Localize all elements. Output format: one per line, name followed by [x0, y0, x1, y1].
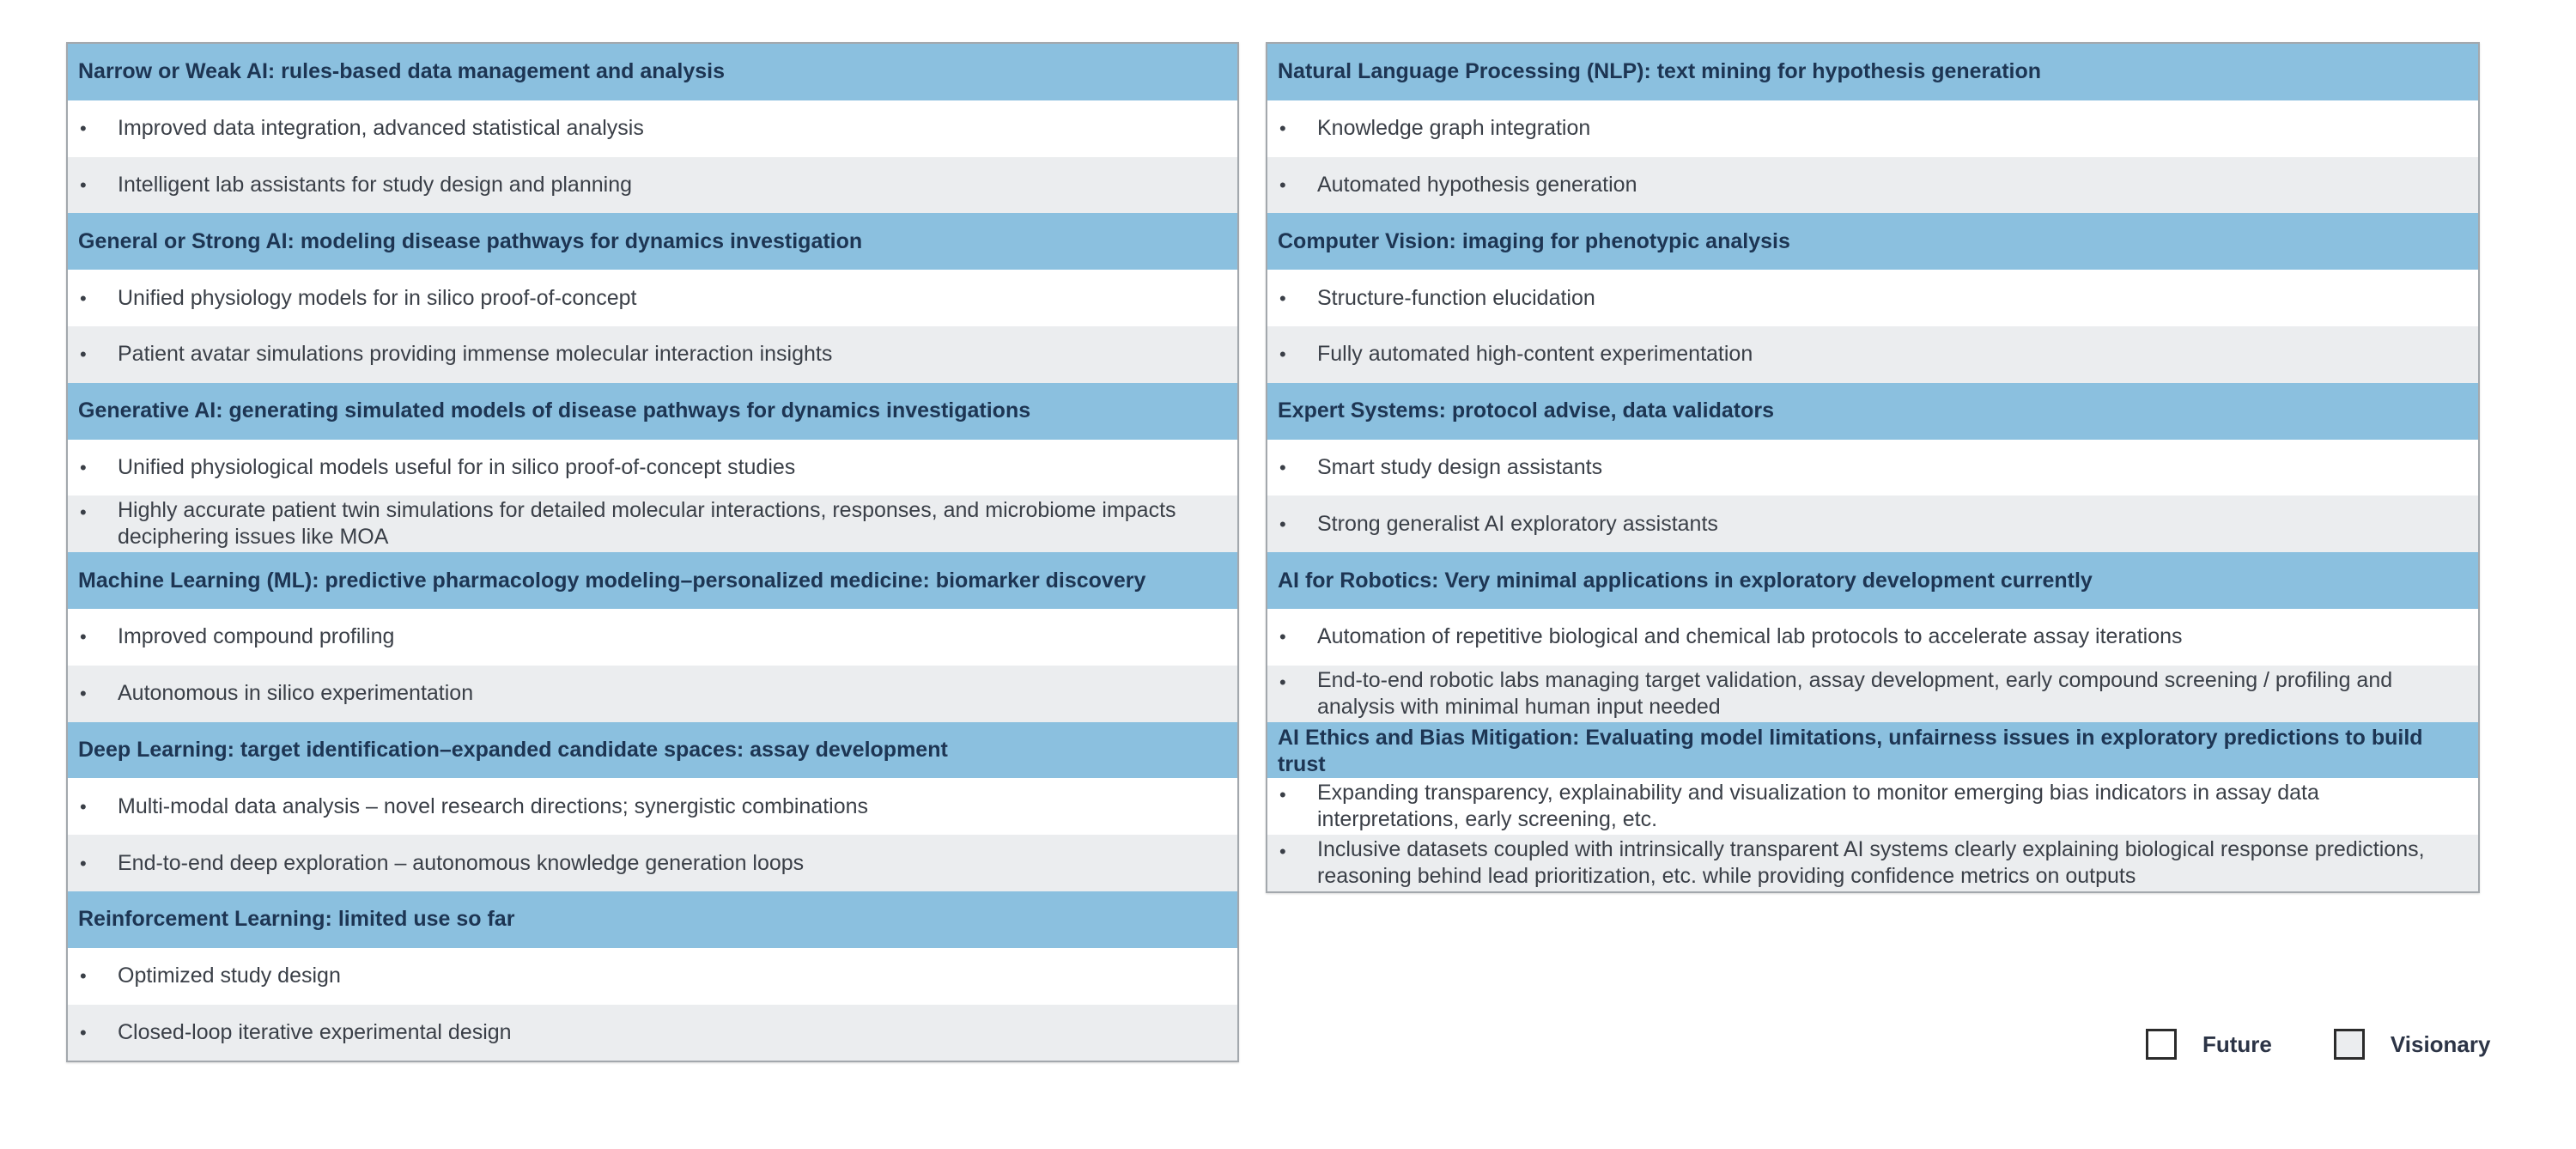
bullet-icon: •: [1279, 287, 1286, 309]
list-item-text: Intelligent lab assistants for study design and planning: [118, 172, 632, 197]
section-header-general-ai: [68, 213, 1237, 270]
bullet-icon: •: [80, 626, 87, 648]
bullet-icon: •: [80, 173, 87, 196]
section-title: Reinforcement Learning: limited use so far: [78, 907, 515, 932]
bullet-icon: •: [1279, 343, 1286, 366]
list-item-future: [68, 270, 1237, 326]
legend-item-future: [2146, 1029, 2272, 1060]
list-item-text: Structure-function elucidation: [1317, 285, 1595, 310]
list-item-text: Unified physiological models useful for in silico proof-of-concept studies: [118, 454, 796, 479]
bullet-icon: •: [80, 683, 87, 705]
list-item-text: Automation of repetitive biological and chemical lab protocols to accelerate assay iterations: [1317, 624, 2183, 649]
list-item-future: [68, 778, 1237, 835]
section-header-generative-ai: [68, 383, 1237, 440]
section-header-deep-learning: [68, 722, 1237, 779]
list-item-text: End-to-end deep exploration – autonomous knowledge generation loops: [118, 850, 805, 875]
section-title: Generative AI: generating simulated models of disease pathways for dynamics investigations: [78, 398, 1031, 423]
section-title: Computer Vision: imaging for phenotypic analysis: [1278, 228, 1790, 253]
list-item-text: Multi-modal data analysis – novel research directions; synergistic combinations: [118, 793, 869, 818]
bullet-icon: •: [80, 343, 87, 366]
list-item-text: Optimized study design: [118, 964, 341, 988]
bullet-icon: •: [80, 287, 87, 309]
section-header-nlp: [1267, 44, 2478, 100]
section-header-ai-ethics: [1267, 722, 2478, 779]
right-ai-table: [1266, 42, 2480, 893]
list-item-future: [68, 948, 1237, 1005]
list-item-text: Expanding transparency, explainability and visualization to monitor emerging bias indicators in assay data interpretations, early screening, etc.: [1317, 781, 2319, 832]
bullet-icon: •: [1279, 671, 1286, 693]
list-item-visionary: [1267, 666, 2478, 722]
list-item-text: Improved compound profiling: [118, 624, 395, 649]
section-title: AI Ethics and Bias Mitigation: Evaluating model limitations, unfairness issues in exploratory predictions to build trust: [1278, 725, 2423, 776]
section-header-machine-learning: [68, 552, 1237, 609]
bullet-icon: •: [80, 852, 87, 874]
list-item-text: Autonomous in silico experimentation: [118, 681, 474, 706]
list-item-future: [68, 440, 1237, 496]
section-title: Machine Learning (ML): predictive pharmacology modeling–personalized medicine: biomarker discovery: [78, 568, 1146, 593]
list-item-visionary: [1267, 835, 2478, 891]
section-header-reinforcement-learning: [68, 891, 1237, 948]
section-title: Expert Systems: protocol advise, data validators: [1278, 398, 1774, 423]
list-item-visionary: [68, 1005, 1237, 1061]
section-header-computer-vision: [1267, 213, 2478, 270]
section-header-narrow-ai: [68, 44, 1237, 100]
bullet-icon: •: [80, 1021, 87, 1043]
left-ai-table: [66, 42, 1239, 1062]
bullet-icon: •: [1279, 626, 1286, 648]
list-item-future: [1267, 440, 2478, 496]
list-item-future: [1267, 609, 2478, 666]
bullet-icon: •: [80, 456, 87, 478]
legend-swatch-future: [2146, 1029, 2177, 1060]
list-item-visionary: [1267, 326, 2478, 383]
list-item-text: Smart study design assistants: [1317, 454, 1603, 479]
list-item-visionary: [68, 835, 1237, 891]
list-item-future: [1267, 778, 2478, 835]
list-item-text: Fully automated high-content experimentation: [1317, 342, 1753, 367]
section-title: Natural Language Processing (NLP): text mining for hypothesis generation: [1278, 59, 2042, 84]
bullet-icon: •: [80, 502, 87, 524]
bullet-icon: •: [80, 965, 87, 988]
legend: [2146, 1027, 2490, 1061]
list-item-future: [68, 100, 1237, 157]
legend-swatch-visionary: [2334, 1029, 2365, 1060]
list-item-visionary: [68, 157, 1237, 214]
section-title: Deep Learning: target identification–expanded candidate spaces: assay development: [78, 737, 948, 762]
section-header-expert-systems: [1267, 383, 2478, 440]
list-item-visionary: [68, 666, 1237, 722]
section-title: Narrow or Weak AI: rules-based data management and analysis: [78, 59, 726, 84]
bullet-icon: •: [1279, 118, 1286, 140]
section-title: General or Strong AI: modeling disease pathways for dynamics investigation: [78, 228, 863, 253]
list-item-text: Closed-loop iterative experimental design: [118, 1019, 512, 1044]
list-item-text: Knowledge graph integration: [1317, 116, 1591, 141]
list-item-future: [1267, 100, 2478, 157]
list-item-visionary: [68, 326, 1237, 383]
bullet-icon: •: [80, 795, 87, 818]
bullet-icon: •: [1279, 456, 1286, 478]
legend-label: Visionary: [2390, 1030, 2491, 1057]
bullet-icon: •: [1279, 784, 1286, 806]
list-item-text: Improved data integration, advanced statistical analysis: [118, 116, 644, 141]
list-item-visionary: [68, 495, 1237, 552]
bullet-icon: •: [1279, 513, 1286, 535]
list-item-visionary: [1267, 495, 2478, 552]
list-item-text: End-to-end robotic labs managing target validation, assay development, early compound screening / profiling and analysis with minimal human input needed: [1317, 667, 2393, 719]
list-item-text: Automated hypothesis generation: [1317, 172, 1637, 197]
list-item-text: Inclusive datasets coupled with intrinsically transparent AI systems clearly explaining biological response predictions, reasoning behind lead prioritization, etc. while providing confidence metrics on outputs: [1317, 837, 2425, 889]
bullet-icon: •: [80, 118, 87, 140]
list-item-text: Patient avatar simulations providing immense molecular interaction insights: [118, 342, 833, 367]
bullet-icon: •: [1279, 173, 1286, 196]
list-item-visionary: [1267, 157, 2478, 214]
section-title: AI for Robotics: Very minimal applications in exploratory development currently: [1278, 568, 2093, 593]
list-item-text: Strong generalist AI exploratory assistants: [1317, 511, 1718, 536]
section-header-ai-robotics: [1267, 552, 2478, 609]
legend-item-visionary: [2334, 1029, 2491, 1060]
list-item-text: Unified physiology models for in silico proof-of-concept: [118, 285, 637, 310]
list-item-text: Highly accurate patient twin simulations for detailed molecular interactions, responses, and microbiome impacts deciphering issues like MOA: [118, 498, 1176, 550]
legend-label: Future: [2202, 1030, 2272, 1057]
list-item-future: [68, 609, 1237, 666]
bullet-icon: •: [1279, 841, 1286, 863]
list-item-future: [1267, 270, 2478, 326]
